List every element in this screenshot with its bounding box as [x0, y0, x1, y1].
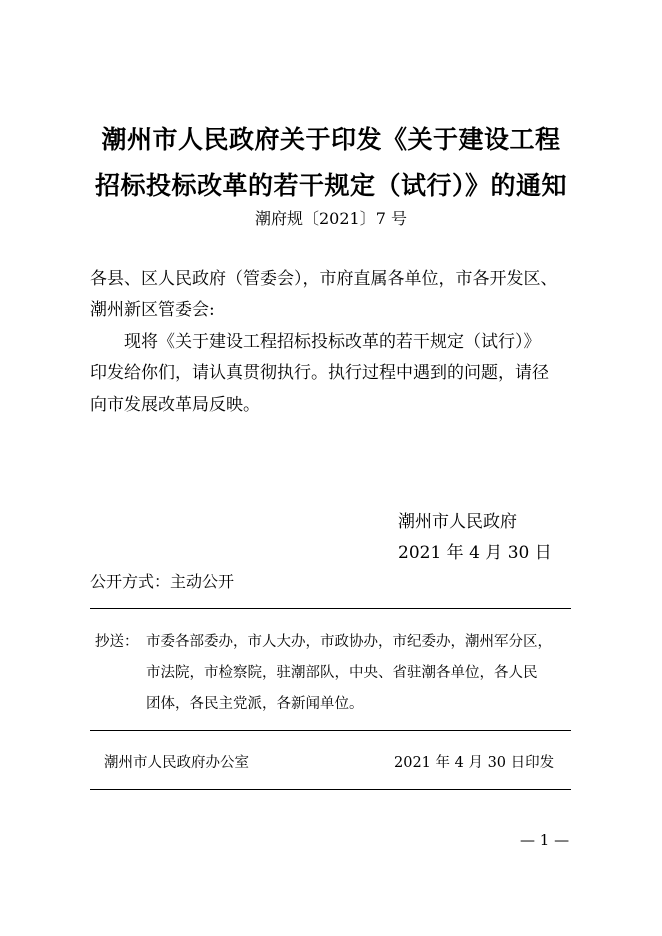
- divider-rule: [90, 730, 571, 731]
- document-title-line-1: 潮州市人民政府关于印发《关于建设工程: [101, 125, 561, 154]
- document-title-line-2: 招标投标改革的若干规定（试行）》的通知: [94, 171, 567, 200]
- cc-label: 抄送：: [95, 634, 139, 650]
- issue-date: 2021 年 4 月 30 日: [398, 543, 552, 563]
- recipients-line-1: 各县、区人民政府（管委会），市府直属各单位，市各开发区、: [90, 269, 558, 289]
- issuer-signature: 潮州市人民政府: [398, 512, 517, 532]
- cc-line-1: 市委各部委办，市人大办，市政协办，市纪委办，潮州军分区，: [146, 634, 552, 650]
- body-paragraph-line-1: 现将《关于建设工程招标投标改革的若干规定（试行）》: [124, 332, 541, 352]
- body-paragraph-line-3: 向市发展改革局反映。: [90, 395, 260, 415]
- document-number: 潮府规〔2021〕7 号: [255, 209, 407, 228]
- cc-line-2: 市法院，市检察院，驻潮部队，中央、省驻潮各单位，各人民: [146, 665, 538, 681]
- recipients-line-2: 潮州新区管委会:: [90, 300, 215, 320]
- cc-line-3: 团体，各民主党派，各新闻单位。: [146, 696, 364, 712]
- body-paragraph-line-2: 印发给你们，请认真贯彻执行。执行过程中遇到的问题，请径: [90, 363, 549, 383]
- disclosure-method: 公开方式：主动公开: [90, 572, 235, 591]
- divider-rule: [90, 608, 571, 609]
- issuing-office: 潮州市人民政府办公室: [104, 755, 249, 771]
- page-number: — 1 —: [520, 831, 570, 849]
- divider-rule: [90, 789, 571, 790]
- print-date: 2021 年 4 月 30 日印发: [394, 755, 555, 771]
